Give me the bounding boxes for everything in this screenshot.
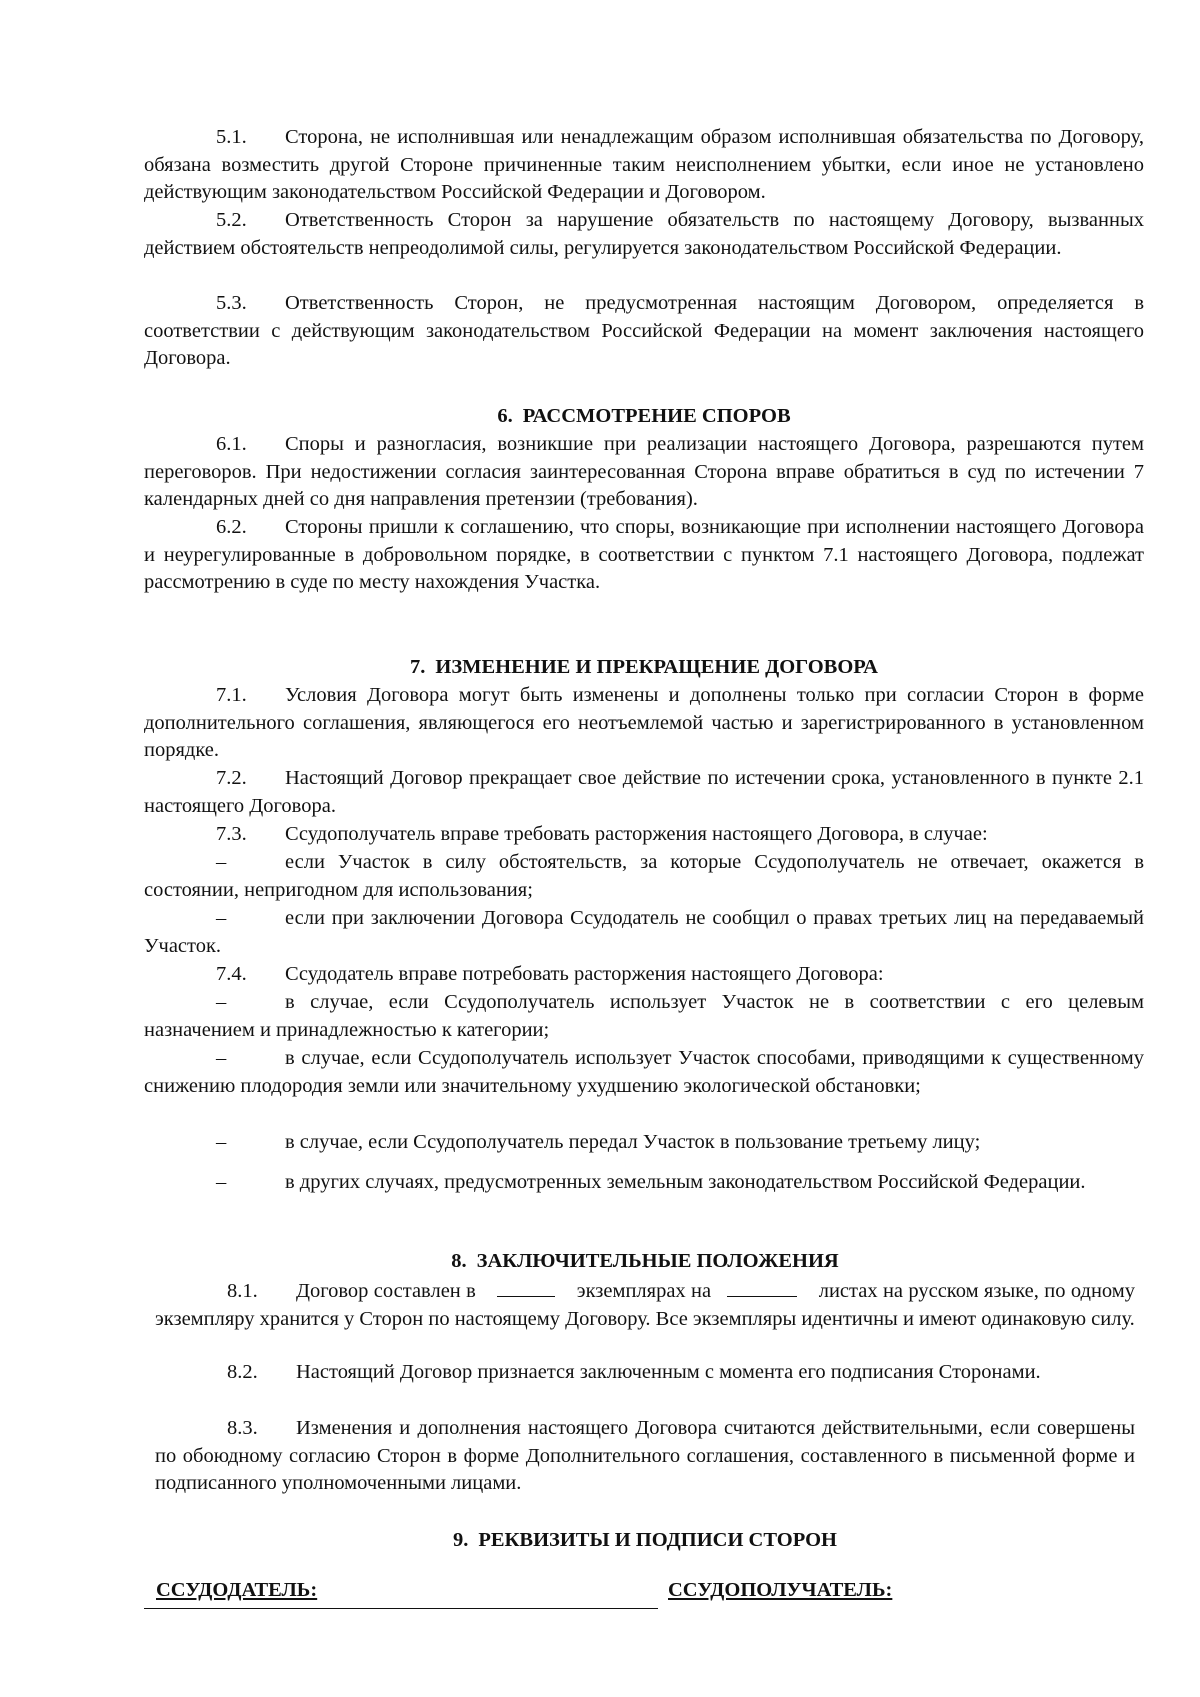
bullet-text: в случае, если Ссудополучатель использует Участок способами, приводящими к существенному снижению плодородия земли или значительному ухудшению экологической обстановки; [144,1047,1144,1097]
clause-5-3 [144,290,1144,373]
clause-text: Споры и разногласия, возникшие при реализации настоящего Договора, разрешаются путем переговоров. При недостижении согласия заинтересованная Сторона вправе обратиться в суд по истечении 7 календарных дней со дня направления претензии (требования). [144,433,1144,511]
dash-marker: – [216,1131,227,1153]
clause-text: Изменения и дополнения настоящего Договора считаются действительными, если совершены по обоюдному согласию Сторон в форме Дополнительного соглашения, составленного в письменной форме и подписанного уполномоченными лицами. [155,1417,1135,1495]
clause-5-1 [144,124,1144,207]
clause-text: Сторона, не исполнившая или ненадлежащим образом исполнившая обязательства по Договору, обязана возместить другой Стороне причиненные таким неисполнением убытки, если иное не установлено действующим законодательством Российской Федерации и Договором. [144,126,1144,204]
clause-text: Ссудополучатель вправе требовать расторжения настоящего Договора, в случае: [285,823,988,845]
clause-number: 7.3. [216,823,247,845]
clause-number: 7.4. [216,963,247,985]
section-title: ИЗМЕНЕНИЕ И ПРЕКРАЩЕНИЕ ДОГОВОРА [435,656,878,678]
clause-6-2 [144,514,1144,597]
dash-marker: – [216,991,227,1013]
section-title: РАССМОТРЕНИЕ СПОРОВ [522,405,791,427]
borrower-signature-label: ССУДОПОЛУЧАТЕЛЬ: [668,1579,893,1601]
bullet-text: в случае, если Ссудополучатель использует Участок не в соответствии с его целевым назначением и принадлежностью к категории; [144,991,1144,1041]
section-number: 9. [452,1529,469,1551]
clause-number: 8.3. [227,1417,258,1439]
bullet-item [144,849,1144,904]
bullet-text: в других случаях, предусмотренных земельным законодательством Российской Федерации. [285,1171,1086,1193]
lender-signature-label: ССУДОДАТЕЛЬ: [156,1579,318,1601]
clause-text-part: Договор составлен в [296,1280,476,1302]
copies-count-blank [497,1276,555,1297]
clause-8-1 [155,1276,1135,1333]
section-heading-6 [144,403,1144,431]
clause-text: Стороны пришли к соглашению, что споры, возникающие при исполнении настоящего Договора и неурегулированные в добровольном порядке, в соответствии с пунктом 7.1 настоящего Договора, подлежат рассмотрению в суде по месту нахождения Участка. [144,516,1144,594]
clause-number: 6.1. [216,433,247,455]
clause-number: 6.2. [216,516,247,538]
clause-text-part: листах на русском языке, по одному экземпляру хранится у Сторон по настоящему Договору. Все экземпляры идентичны и имеют одинаковую силу. [155,1280,1136,1330]
clause-text: Настоящий Договор прекращает свое действие по истечении срока, установленного в пункте 2.1 настоящего Договора. [144,767,1144,817]
clause-7-3 [144,821,1144,849]
clause-number: 8.2. [227,1361,258,1383]
bullet-item [144,905,1144,960]
clause-text: Ответственность Сторон, не предусмотренная настоящим Договором, определяется в соответствии с действующим законодательством Российской Федерации на момент заключения настоящего Договора. [144,292,1144,370]
clause-number: 5.3. [216,292,247,314]
dash-marker: – [216,907,227,929]
bullet-item [144,1129,1144,1157]
section-heading-9 [155,1527,1135,1555]
clause-text-part: экземплярах на [576,1280,712,1302]
clause-number: 7.1. [216,684,247,706]
clause-7-2 [144,765,1144,820]
clause-number: 5.1. [216,126,247,148]
section-title: РЕКВИЗИТЫ И ПОДПИСИ СТОРОН [478,1529,837,1551]
clause-number: 5.2. [216,209,247,231]
clause-7-4 [144,961,1144,989]
lender-signature-line [144,1608,658,1609]
clause-text: Ответственность Сторон за нарушение обязательств по настоящему Договору, вызванных действием обстоятельств непреодолимой силы, регулируется законодательством Российской Федерации. [144,209,1144,259]
bullet-item [144,1045,1144,1100]
dash-marker: – [216,851,227,873]
section-number: 7. [410,656,426,678]
clause-text: Ссудодатель вправе потребовать расторжения настоящего Договора: [285,963,884,985]
clause-6-1 [144,431,1144,514]
bullet-item [144,989,1144,1044]
section-heading-8 [155,1248,1135,1276]
clause-8-2 [155,1359,1135,1387]
bullet-text: если Участок в силу обстоятельств, за которые Ссудополучатель не отвечает, окажется в состоянии, непригодном для использования; [144,851,1144,901]
bullet-text: в случае, если Ссудополучатель передал Участок в пользование третьему лицу; [285,1131,981,1153]
section-heading-7 [144,654,1144,682]
clause-number: 8.1. [227,1280,258,1302]
clause-text: Настоящий Договор признается заключенным с момента его подписания Сторонами. [296,1361,1041,1383]
bullet-item [144,1169,1144,1197]
clause-number: 7.2. [216,767,247,789]
section-number: 6. [497,405,513,427]
clause-8-3 [155,1415,1135,1498]
clause-5-2 [144,207,1144,262]
section-number: 8. [451,1250,467,1272]
section-title: ЗАКЛЮЧИТЕЛЬНЫЕ ПОЛОЖЕНИЯ [476,1250,839,1272]
dash-marker: – [216,1047,227,1069]
clause-7-1 [144,682,1144,765]
dash-marker: – [216,1171,227,1193]
sheets-count-blank [727,1276,797,1297]
bullet-text: если при заключении Договора Ссудодатель не сообщил о правах третьих лиц на передаваемый Участок. [144,907,1144,957]
clause-text: Условия Договора могут быть изменены и дополнены только при согласии Сторон в форме дополнительного соглашения, являющегося его неотъемлемой частью и зарегистрированного в установленном порядке. [144,684,1144,762]
